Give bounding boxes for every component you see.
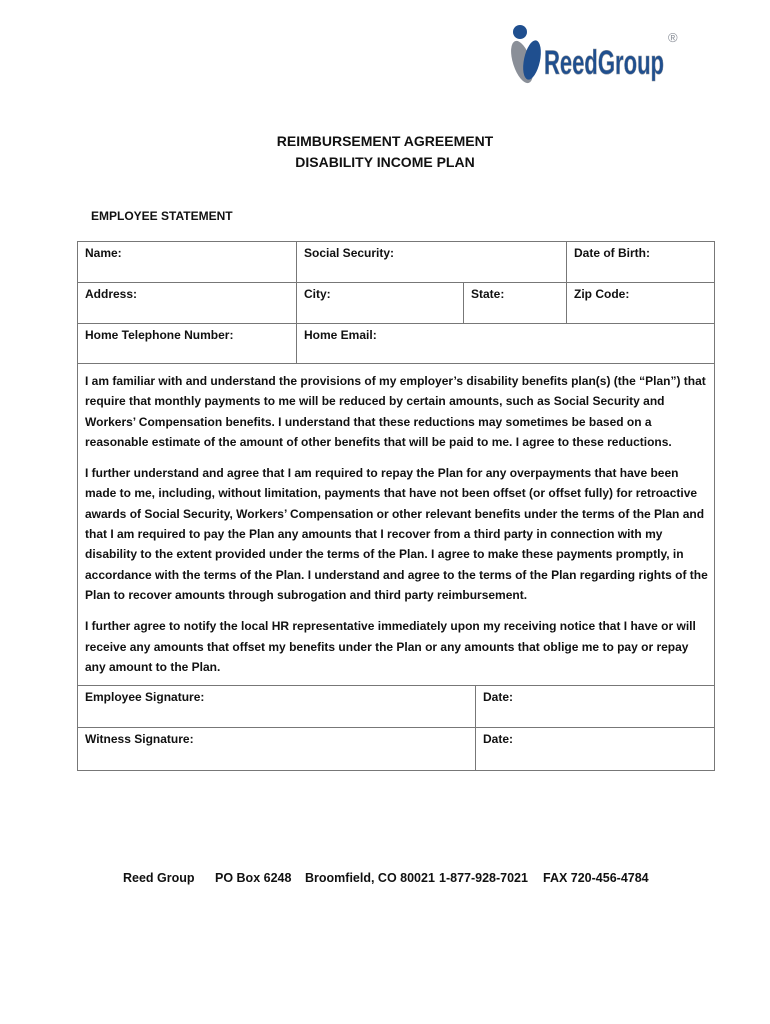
home-telephone-field[interactable]: Home Telephone Number: [78,324,297,363]
witness-date-field[interactable]: Date: [483,732,514,747]
footer-po-box: PO Box 6248 [215,871,292,885]
date-of-birth-field[interactable]: Date of Birth: [574,246,650,260]
footer-company: Reed Group [123,871,195,885]
employee-date-field[interactable]: Date: [483,690,514,705]
statement-paragraph-2: I further understand and agree that I am required to repay the Plan for any overpayments that have been made to me, including, without limitation, payments that have not been offset (or offset fully) for retroactive awards of Social Security, Workers’ Compensation or other relevant benefits under the terms of the Plan and that I am required to pay the Plan any amounts that I recover from a third party in connection with my disability to the extent provided under the terms of the Plan. I agree to make these payments promptly, in accordance with the terms of the Plan. I understand and agree to the terms of the Plan regarding rights of the Plan to recover amounts through subrogation and third party reimbursement. [85,466,708,602]
employee-statement-text [78,364,714,686]
reimbursement-form [77,241,715,771]
footer-phone: 1-877-928-7021 [439,871,528,885]
city-field[interactable]: City: [297,283,464,323]
form-row-identity [78,242,714,283]
footer-fax: FAX 720-456-4784 [543,871,649,885]
form-row-employee-signature [78,686,714,728]
address-field[interactable]: Address: [78,283,297,323]
home-email-field[interactable]: Home Email: [304,328,377,342]
name-field[interactable]: Name: [78,242,297,282]
reedgroup-logo [508,18,684,98]
document-title: REIMBURSEMENT AGREEMENT [276,133,494,149]
form-row-contact [78,324,714,364]
statement-paragraph-1: I am familiar with and understand the provisions of my employer’s disability benefits plan(s) (the “Plan”) that require that monthly payments to me will be reduced by certain amounts, such as Social Security and Workers’ Compensation benefits. I understand that these reductions may sometimes be based on a reasonable estimate of the amount of other benefits that will be paid to me. I agree to these reductions. [85,374,706,449]
logo-mark-head [513,25,527,39]
zip-code-field[interactable]: Zip Code: [574,287,630,301]
witness-signature-field[interactable]: Witness Signature: [78,728,476,770]
statement-paragraph-3: I further agree to notify the local HR representative immediately upon my receiving notice that I have or will receive any amounts that offset my benefits under the Plan or any amounts that oblige me to pay or repay any amount to the Plan. [85,619,696,674]
logo-registered-mark: ® [668,30,678,45]
logo-wordmark: ReedGroup [544,44,664,82]
form-row-witness-signature [78,728,714,770]
document-subtitle: DISABILITY INCOME PLAN [295,154,475,170]
employee-signature-field[interactable]: Employee Signature: [78,686,476,727]
section-label: EMPLOYEE STATEMENT [91,209,233,223]
form-row-address [78,283,714,324]
state-field[interactable]: State: [464,283,567,323]
social-security-field[interactable]: Social Security: [297,242,567,282]
footer-city: Broomfield, CO 80021 [305,871,435,885]
